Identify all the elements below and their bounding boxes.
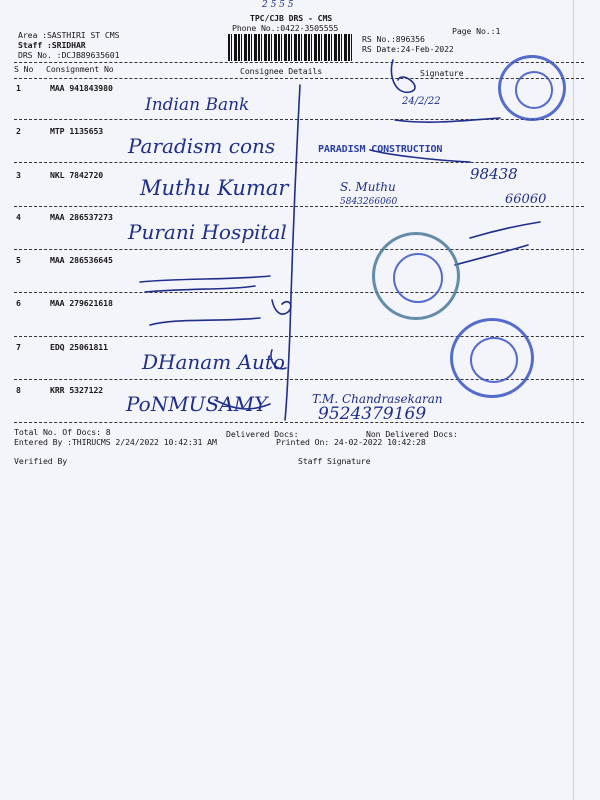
signature-scribble	[215, 400, 270, 409]
row-consignment: MTP 1135653	[50, 126, 104, 136]
row-consignment: MAA 286537273	[50, 212, 113, 222]
signature-scribble	[272, 300, 291, 314]
printed-on: Printed On: 24-02-2022 10:42:28	[276, 437, 426, 447]
row-sno: 3	[16, 170, 21, 180]
bank-seal-stamp	[498, 55, 566, 121]
row-consignment: MAA 279621618	[50, 298, 113, 308]
entered-by: Entered By :THIRUCMS 2/24/2022 10:42:31 AM	[14, 437, 217, 447]
delivered-docs: Delivered Docs:	[226, 429, 299, 439]
handwritten-signature: S. Muthu	[340, 180, 396, 194]
row-consignment: MAA 941843980	[50, 83, 113, 93]
sheet-title: TPC/CJB DRS - CMS	[250, 13, 333, 23]
handwritten-phone: 66060	[505, 192, 547, 207]
staff-signature: Staff Signature	[298, 456, 371, 466]
handwritten-consignee: Purani Hospital	[128, 220, 287, 244]
staff-field: Staff :SRIDHAR	[18, 40, 86, 50]
row-sno: 4	[16, 212, 21, 222]
drs-number: DRS No. :DCJB89635601	[18, 50, 120, 60]
signature-scribble	[150, 318, 260, 325]
rs-number: RS No.:896356	[362, 34, 425, 44]
total-docs: Total No. Of Docs: 8	[14, 427, 111, 437]
hospital-seal-stamp	[372, 232, 460, 320]
verified-by: Verified By	[14, 456, 68, 466]
col-signature: Signature	[420, 68, 464, 78]
col-consignment: Consignment No	[46, 64, 114, 74]
signature-scribble	[140, 276, 270, 282]
handwritten-consignee: DHanam Auto	[142, 350, 285, 374]
handwritten-consignee: Paradism cons	[128, 134, 276, 158]
non-delivered-docs: Non Delivered Docs:	[366, 429, 458, 439]
col-sno: S No	[14, 64, 34, 74]
col-consignee: Consignee Details	[240, 66, 323, 76]
company-stamp: PARADISM CONSTRUCTION	[318, 144, 443, 155]
handwritten-signature: 24/2/22	[402, 96, 441, 107]
area-field: Area :SASTHIRI ST CMS	[18, 30, 120, 40]
handwritten-consignee: PoNMUSAMY	[126, 392, 268, 416]
rs-date: RS Date:24-Feb-2022	[362, 44, 454, 54]
handwritten-consignee: Indian Bank	[145, 95, 250, 115]
page-number: Page No.:1	[452, 26, 501, 36]
row-sno: 6	[16, 298, 21, 308]
signature-scribble	[271, 350, 286, 369]
row-sno: 8	[16, 385, 21, 395]
row-sno: 2	[16, 126, 21, 136]
long-vertical-stroke	[285, 85, 300, 420]
handwritten-phone: 5843266060	[340, 197, 398, 207]
row-sno: 5	[16, 255, 21, 265]
handwritten-phone: 98438	[470, 165, 518, 183]
signature-loop	[391, 60, 415, 92]
phone-number: Phone No.:0422-3505555	[232, 23, 339, 33]
row-consignment: NKL 7842720	[50, 170, 104, 180]
handwritten-signature: T.M. Chandrasekaran	[312, 392, 443, 406]
signature-scribble	[145, 286, 255, 292]
handwritten-consignee: Muthu Kumar	[140, 176, 289, 200]
row-sno: 7	[16, 342, 21, 352]
row-consignment: MAA 286536645	[50, 255, 113, 265]
row-consignment: EDQ 25061811	[50, 342, 108, 352]
company-seal-stamp	[450, 318, 534, 398]
header-scribble: 2 5 5 5	[262, 0, 294, 10]
signature-tail	[395, 118, 500, 122]
signature-scribble	[455, 245, 528, 265]
row-sno: 1	[16, 83, 21, 93]
handwritten-phone: 9524379169	[318, 404, 427, 424]
row-consignment: KRR 5327122	[50, 385, 104, 395]
signature-scribble	[370, 150, 470, 162]
signature-scribble	[470, 222, 540, 238]
